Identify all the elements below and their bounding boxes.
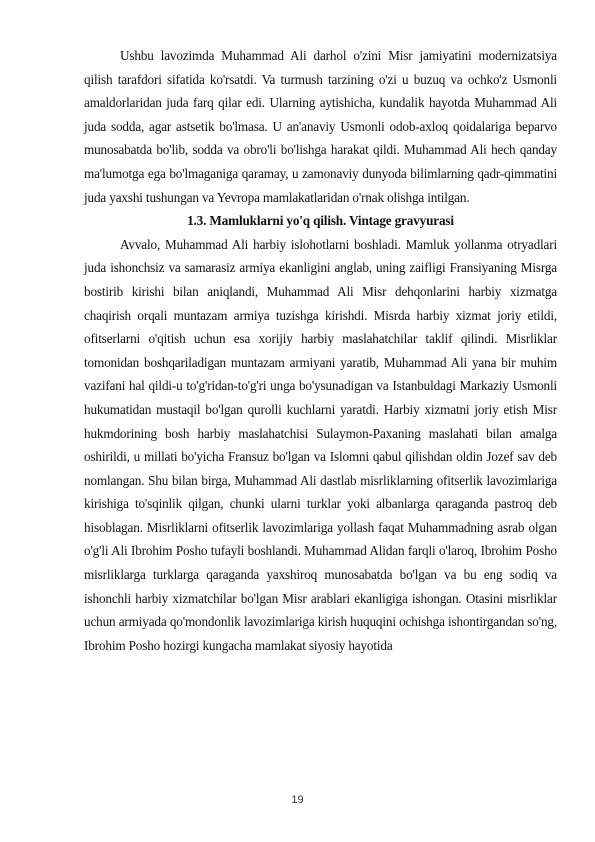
page-number: 19 bbox=[291, 794, 304, 806]
body-paragraph: Ushbu lavozimda Muhammad Ali darhol o'zini Misr jamiyatini modernizatsiya qilish tarafdori sifatida ko'rsatdi. Va turmush tarzining o'zi u buzuq va ochko'z Usmonli amaldorlaridan juda farq qilar edi. Ularning aytishicha, kundalik hayotda Muhammad Ali juda sodda, agar astsetik bo'lmasa. U an'anaviy Usmonli odob-axloq qoidalariga beparvo munosabatda bo'lib, sodda va obro'li bo'lishga harakat qildi. Muhammad Ali hech qanday ma'lumotga ega bo'lmaganiga qaramay, u zamonaviy dunyoda bilimlarning qadr-qimmatini juda yaxshi tushungan va Yevropa mamlakatlaridan o'rnak olishga intilgan. bbox=[84, 48, 557, 205]
document-body bbox=[84, 44, 557, 657]
body-paragraph: Avvalo, Muhammad Ali harbiy islohotlarni boshladi. Mamluk yollanma otryadlari juda ishonchsiz va samarasiz armiya ekanligini anglab, uning zaifligi Fransiyaning Misrga bostirib kirishi bilan aniqlandi, Muhammad Ali Misr dehqonlarini harbiy xizmatga chaqirish orqali muntazam armiya tuzishga kirishdi. Misrda harbiy xizmat joriy etildi, ofitserlarni o'qitish uchun esa xorijiy harbiy maslahatchilar taklif qilindi. Misrliklar tomonidan boshqariladigan muntazam armiyani yaratib, Muhammad Ali yana bir muhim vazifani hal qildi-u to'g'ridan-to'g'ri unga bo'ysunadigan va Istanbuldagi Markaziy Usmonli hukumatidan mustaqil bo'lgan qurolli kuchlarni yaratdi. Harbiy xizmatni joriy etish Misr hukmdorining bosh harbiy maslahatchisi Sulaymon-Paxaning maslahati bilan amalga oshirildi, u millati bo'yicha Fransuz bo'lgan va Islomni qabul qilishdan oldin Jozef sav deb nomlangan. Shu bilan birga, Muhammad Ali dastlab misrliklarning ofitserlik lavozimlariga kirishiga to'sqinlik qilgan, chunki ularni turklar yoki albanlarga qaraganda pastroq deb hisoblagan. Misrliklarni ofitserlik lavozimlariga yollash faqat Muhammadning asrab olgan o'g'li Ali Ibrohim Posho tufayli boshlandi. Muhammad Alidan farqli o'laroq, Ibrohim Posho misrliklarga turklarga qaraganda yaxshiroq munosabatda bo'lgan va bu eng sodiq va ishonchli harbiy xizmatchilar bo'lgan Misr arablari ekanligiga ishongan. Otasini misrliklar uchun armiyada qo'mondonlik lavozimlariga kirish huquqini ochishga ishontirgandan so'ng, Ibrohim Posho hozirgi kungacha mamlakat siyosiy hayotida bbox=[84, 236, 557, 653]
section-heading: 1.3. Mamluklarni yo'q qilish. Vintage gravyurasi bbox=[187, 213, 454, 229]
